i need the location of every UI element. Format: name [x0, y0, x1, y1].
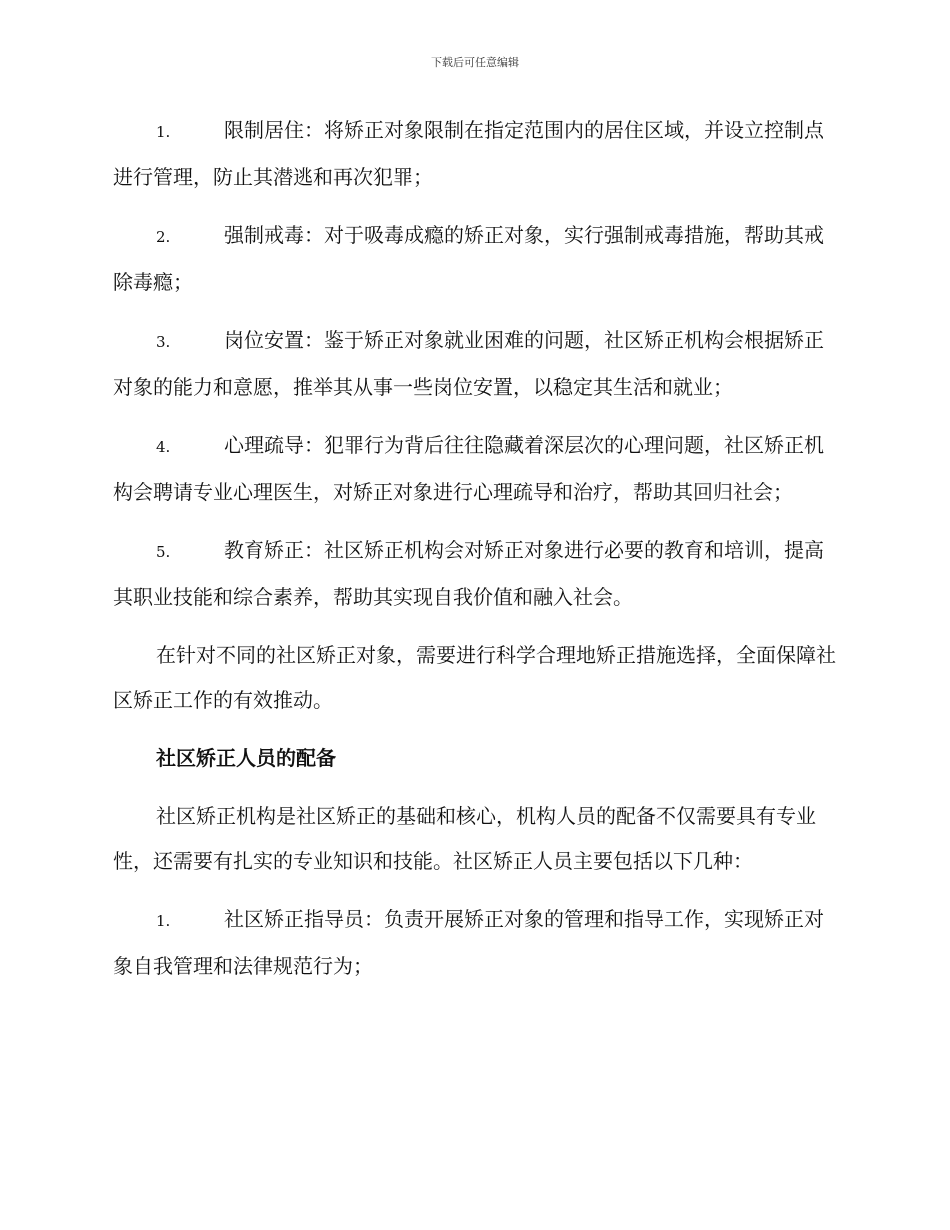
list-number: 1. [156, 123, 171, 141]
list-item-psych-counseling [113, 423, 838, 515]
list-number: 2. [156, 228, 171, 246]
section-heading: 社区矫正人员的配备 [156, 746, 336, 770]
summary-paragraph: 在针对不同的社区矫正对象，需要进行科学合理地矫正措施选择，全面保障社区矫正工作的有效推动。 [113, 643, 836, 712]
list-item-education [113, 528, 838, 620]
list-text: 限制居住：将矫正对象限制在指定范围内的居住区域，并设立控制点进行管理，防止其潜逃和再次犯罪； [113, 118, 824, 189]
list-text: 教育矫正：社区矫正机构会对矫正对象进行必要的教育和培训，提高其职业技能和综合素养，帮助其实现自我价值和融入社会。 [113, 538, 824, 609]
list-item-instructor [113, 897, 838, 989]
list-text: 强制戒毒：对于吸毒成瘾的矫正对象，实行强制戒毒措施，帮助其戒除毒瘾； [113, 223, 824, 294]
list-text: 岗位安置：鉴于矫正对象就业困难的问题，社区矫正机构会根据矫正对象的能力和意愿，推举其从事一些岗位安置，以稳定其生活和就业； [113, 328, 824, 399]
document-body [113, 108, 838, 1002]
list-number: 4. [156, 438, 171, 456]
page-header: 下载后可任意编辑 [431, 56, 519, 69]
list-number: 5. [156, 543, 171, 561]
list-item-compulsory-detox [113, 213, 838, 305]
list-text: 心理疏导：犯罪行为背后往往隐藏着深层次的心理问题，社区矫正机构会聘请专业心理医生，对矫正对象进行心理疏导和治疗，帮助其回归社会； [113, 433, 824, 504]
list-number: 3. [156, 333, 171, 351]
staffing-paragraph: 社区矫正机构是社区矫正的基础和核心，机构人员的配备不仅需要具有专业性，还需要有扎实的专业知识和技能。社区矫正人员主要包括以下几种： [113, 804, 816, 873]
list-item-limit-residence [113, 108, 838, 200]
list-text: 社区矫正指导员：负责开展矫正对象的管理和指导工作，实现矫正对象自我管理和法律规范行为； [113, 907, 824, 978]
list-item-job-placement [113, 318, 838, 410]
list-number: 1. [156, 912, 171, 930]
